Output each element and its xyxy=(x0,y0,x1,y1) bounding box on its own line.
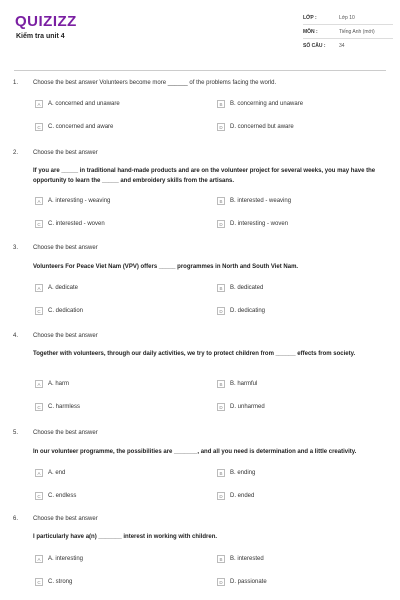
question-prompt: Choose the best answer xyxy=(33,150,98,156)
question-body: Volunteers For Peace Viet Nam (VPV) offers _____ programmes in North and South Viet Nam. xyxy=(33,264,299,270)
question-body: I particularly have a(n) _______ interest in working with children. xyxy=(33,534,218,540)
option-b[interactable] xyxy=(217,555,264,563)
option-letter-box: C xyxy=(35,123,43,131)
option-b[interactable] xyxy=(217,380,257,388)
option-b[interactable] xyxy=(217,284,263,292)
option-text: D. ended xyxy=(230,493,255,499)
option-text: D. interesting - woven xyxy=(230,221,289,227)
info-value: 34 xyxy=(339,42,345,49)
option-letter-box: A xyxy=(35,197,43,205)
option-letter-box: D xyxy=(217,578,225,586)
option-d[interactable] xyxy=(217,492,254,500)
option-text: D. dedicating xyxy=(230,308,266,314)
option-text: C. harmless xyxy=(48,404,81,410)
option-c[interactable] xyxy=(35,123,113,131)
option-d[interactable] xyxy=(217,307,265,315)
option-letter-box: A xyxy=(35,100,43,108)
info-label: SỐ CÂU : xyxy=(303,42,326,49)
option-letter-box: A xyxy=(35,555,43,563)
info-value: Lớp 10 xyxy=(339,14,355,21)
option-text: A. interesting - weaving xyxy=(48,198,111,204)
question-body: If you are _____ in traditional hand-made products and are on the volunteer project for several weeks, you may have the opportunity to learn the _____ and embroidery skills from the artisans. xyxy=(33,168,376,184)
question-number: 4. xyxy=(13,333,19,339)
info-label: MÔN : xyxy=(303,28,318,35)
option-letter-box: D xyxy=(217,123,225,131)
question-number: 2. xyxy=(13,150,19,156)
option-text: A. concerned and unaware xyxy=(48,101,120,107)
option-letter-box: D xyxy=(217,403,225,411)
option-d[interactable] xyxy=(217,578,267,586)
option-letter-box: A xyxy=(35,380,43,388)
option-letter-box: B xyxy=(217,555,225,563)
option-letter-box: A xyxy=(35,469,43,477)
option-text: A. interesting xyxy=(48,556,84,562)
option-a[interactable] xyxy=(35,380,69,388)
option-c[interactable] xyxy=(35,220,105,228)
option-text: D. unharmed xyxy=(230,404,265,410)
option-b[interactable] xyxy=(217,469,255,477)
worksheet-title: Kiểm tra unit 4 xyxy=(16,33,65,40)
option-text: C. dedication xyxy=(48,308,84,314)
option-text: B. dedicated xyxy=(230,285,264,291)
option-letter-box: C xyxy=(35,492,43,500)
option-text: B. ending xyxy=(230,470,256,476)
option-letter-box: B xyxy=(217,197,225,205)
option-letter-box: D xyxy=(217,307,225,315)
option-letter-box: C xyxy=(35,307,43,315)
option-letter-box: C xyxy=(35,578,43,586)
question-number: 6. xyxy=(13,516,19,522)
option-c[interactable] xyxy=(35,578,72,586)
info-value: Tiếng Anh (mới) xyxy=(339,28,375,35)
option-text: D. passionate xyxy=(230,579,267,585)
option-a[interactable] xyxy=(35,100,120,108)
question-prompt: Choose the best answer xyxy=(33,516,98,522)
worksheet-header xyxy=(0,0,400,70)
info-table xyxy=(303,11,393,52)
option-text: C. strong xyxy=(48,579,73,585)
option-letter-box: B xyxy=(217,469,225,477)
option-text: A. dedicate xyxy=(48,285,79,291)
option-text: C. interested - woven xyxy=(48,221,105,227)
option-a[interactable] xyxy=(35,555,83,563)
quizizz-logo: QUIZIZZ xyxy=(15,13,77,30)
option-b[interactable] xyxy=(217,197,291,205)
option-letter-box: C xyxy=(35,403,43,411)
header-divider xyxy=(14,70,386,71)
info-row-subject xyxy=(303,25,393,39)
option-c[interactable] xyxy=(35,492,76,500)
option-letter-box: D xyxy=(217,492,225,500)
option-text: A. end xyxy=(48,470,66,476)
option-d[interactable] xyxy=(217,123,294,131)
question-prompt: Choose the best answer Volunteers become more ______ of the problems facing the world. xyxy=(33,80,277,86)
option-letter-box: B xyxy=(217,380,225,388)
option-letter-box: B xyxy=(217,100,225,108)
option-b[interactable] xyxy=(217,100,303,108)
option-letter-box: C xyxy=(35,220,43,228)
option-text: D. concerned but aware xyxy=(230,124,294,130)
option-text: A. harm xyxy=(48,381,70,387)
info-row-question-count xyxy=(303,39,393,52)
question-prompt: Choose the best answer xyxy=(33,245,98,251)
option-c[interactable] xyxy=(35,403,80,411)
info-row-class xyxy=(303,11,393,25)
option-a[interactable] xyxy=(35,197,110,205)
info-label: LỚP : xyxy=(303,14,317,21)
option-a[interactable] xyxy=(35,469,65,477)
option-a[interactable] xyxy=(35,284,78,292)
option-text: B. concerning and unaware xyxy=(230,101,304,107)
option-text: C. concerned and aware xyxy=(48,124,114,130)
question-body: In our volunteer programme, the possibilities are _______, and all you need is determination and a little creativity. xyxy=(33,449,357,455)
option-c[interactable] xyxy=(35,307,83,315)
question-number: 1. xyxy=(13,80,19,86)
option-d[interactable] xyxy=(217,220,288,228)
option-text: B. interested - weaving xyxy=(230,198,292,204)
question-number: 5. xyxy=(13,430,19,436)
option-letter-box: A xyxy=(35,284,43,292)
question-body: Together with volunteers, through our daily activities, we try to protect children from ______ effects from society. xyxy=(33,351,356,357)
option-text: B. interested xyxy=(230,556,264,562)
option-text: C. endless xyxy=(48,493,77,499)
option-letter-box: D xyxy=(217,220,225,228)
option-d[interactable] xyxy=(217,403,265,411)
option-letter-box: B xyxy=(217,284,225,292)
question-number: 3. xyxy=(13,245,19,251)
option-text: B. harmful xyxy=(230,381,258,387)
question-prompt: Choose the best answer xyxy=(33,430,98,436)
question-prompt: Choose the best answer xyxy=(33,333,98,339)
